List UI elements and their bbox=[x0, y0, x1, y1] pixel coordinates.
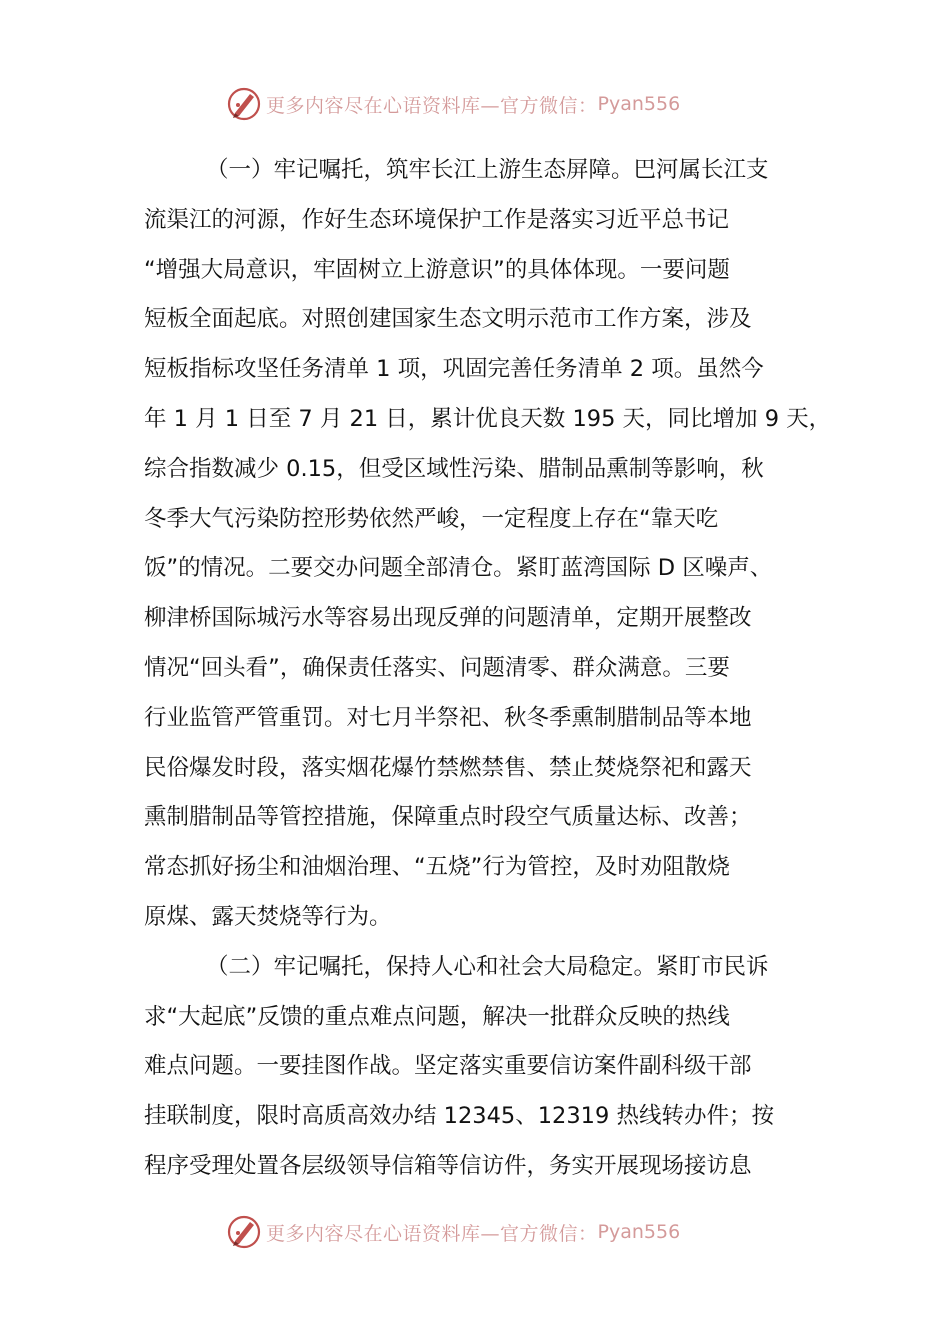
header-watermark bbox=[226, 82, 746, 126]
text-line: （一）牢记嘱托，筑牢长江上游生态屏障。巴河属长江支 bbox=[206, 157, 769, 183]
text-line: 行业监管严管重罚。对七月半祭祀、秋冬季熏制腊制品等本地 bbox=[144, 704, 752, 731]
text-line: 民俗爆发时段，落实烟花爆竹禁燃禁售、禁止焚烧祭祀和露天 bbox=[144, 754, 752, 781]
pen-logo-icon bbox=[226, 86, 262, 122]
text-line: 熏制腊制品等管控措施，保障重点时段空气质量达标、改善； bbox=[144, 804, 752, 831]
text-line: （二）牢记嘱托，保持人心和社会大局稳定。紧盯市民诉 bbox=[206, 953, 769, 980]
text-line: 常态抓好扬尘和油烟治理、“五烧”行为管控，及时劝阻散烧 bbox=[144, 854, 730, 881]
footer-watermark bbox=[226, 1210, 746, 1254]
document-body bbox=[144, 146, 832, 1192]
text-line: “增强大局意识，牢固树立上游意识”的具体体现。一要问题 bbox=[144, 256, 730, 283]
text-line: 程序受理处置各层级领导信箱等信访件，务实开展现场接访息 bbox=[144, 1152, 752, 1179]
pen-logo-icon bbox=[226, 1214, 262, 1250]
text-line: 综合指数减少 0.15，但受区域性污染、腊制品熏制等影响，秋 bbox=[144, 455, 764, 482]
watermark-text: 更多内容尽在心语资料库—官方微信： bbox=[266, 94, 598, 117]
text-line: 求“大起底”反馈的重点难点问题，解决一批群众反映的热线 bbox=[144, 1003, 730, 1030]
text-line: 短板指标攻坚任务清单 1 项，巩固完善任务清单 2 项。虽然今 bbox=[144, 356, 764, 383]
text-line: 流渠江的河源，作好生态环境保护工作是落实习近平总书记 bbox=[144, 206, 730, 233]
text-line: 饭”的情况。二要交办问题全部清仓。紧盯蓝湾国际 D 区噪声、 bbox=[144, 555, 773, 582]
text-line: 短板全面起底。对照创建国家生态文明示范市工作方案，涉及 bbox=[144, 306, 752, 333]
text-line: 挂联制度，限时高质高效办结 12345、12319 热线转办件；按 bbox=[144, 1103, 774, 1130]
text-line: 年 1 月 1 日至 7 月 21 日，累计优良天数 195 天，同比增加 9 天， bbox=[144, 405, 832, 432]
text-line: 难点问题。一要挂图作战。坚定落实重要信访案件副科级干部 bbox=[144, 1053, 752, 1080]
watermark-wechat-id: Pyan556 bbox=[597, 93, 681, 115]
text-line: 原煤、露天焚烧等行为。 bbox=[144, 903, 392, 930]
text-line: 情况“回头看”，确保责任落实、问题清零、群众满意。三要 bbox=[144, 654, 730, 681]
text-line: 冬季大气污染防控形势依然严峻，一定程度上存在“靠天吃 bbox=[144, 505, 719, 532]
watermark-text: 更多内容尽在心语资料库—官方微信： bbox=[266, 1222, 598, 1245]
text-line: 柳津桥国际城污水等容易出现反弹的问题清单，定期开展整改 bbox=[144, 605, 752, 632]
watermark-wechat-id: Pyan556 bbox=[597, 1221, 681, 1243]
